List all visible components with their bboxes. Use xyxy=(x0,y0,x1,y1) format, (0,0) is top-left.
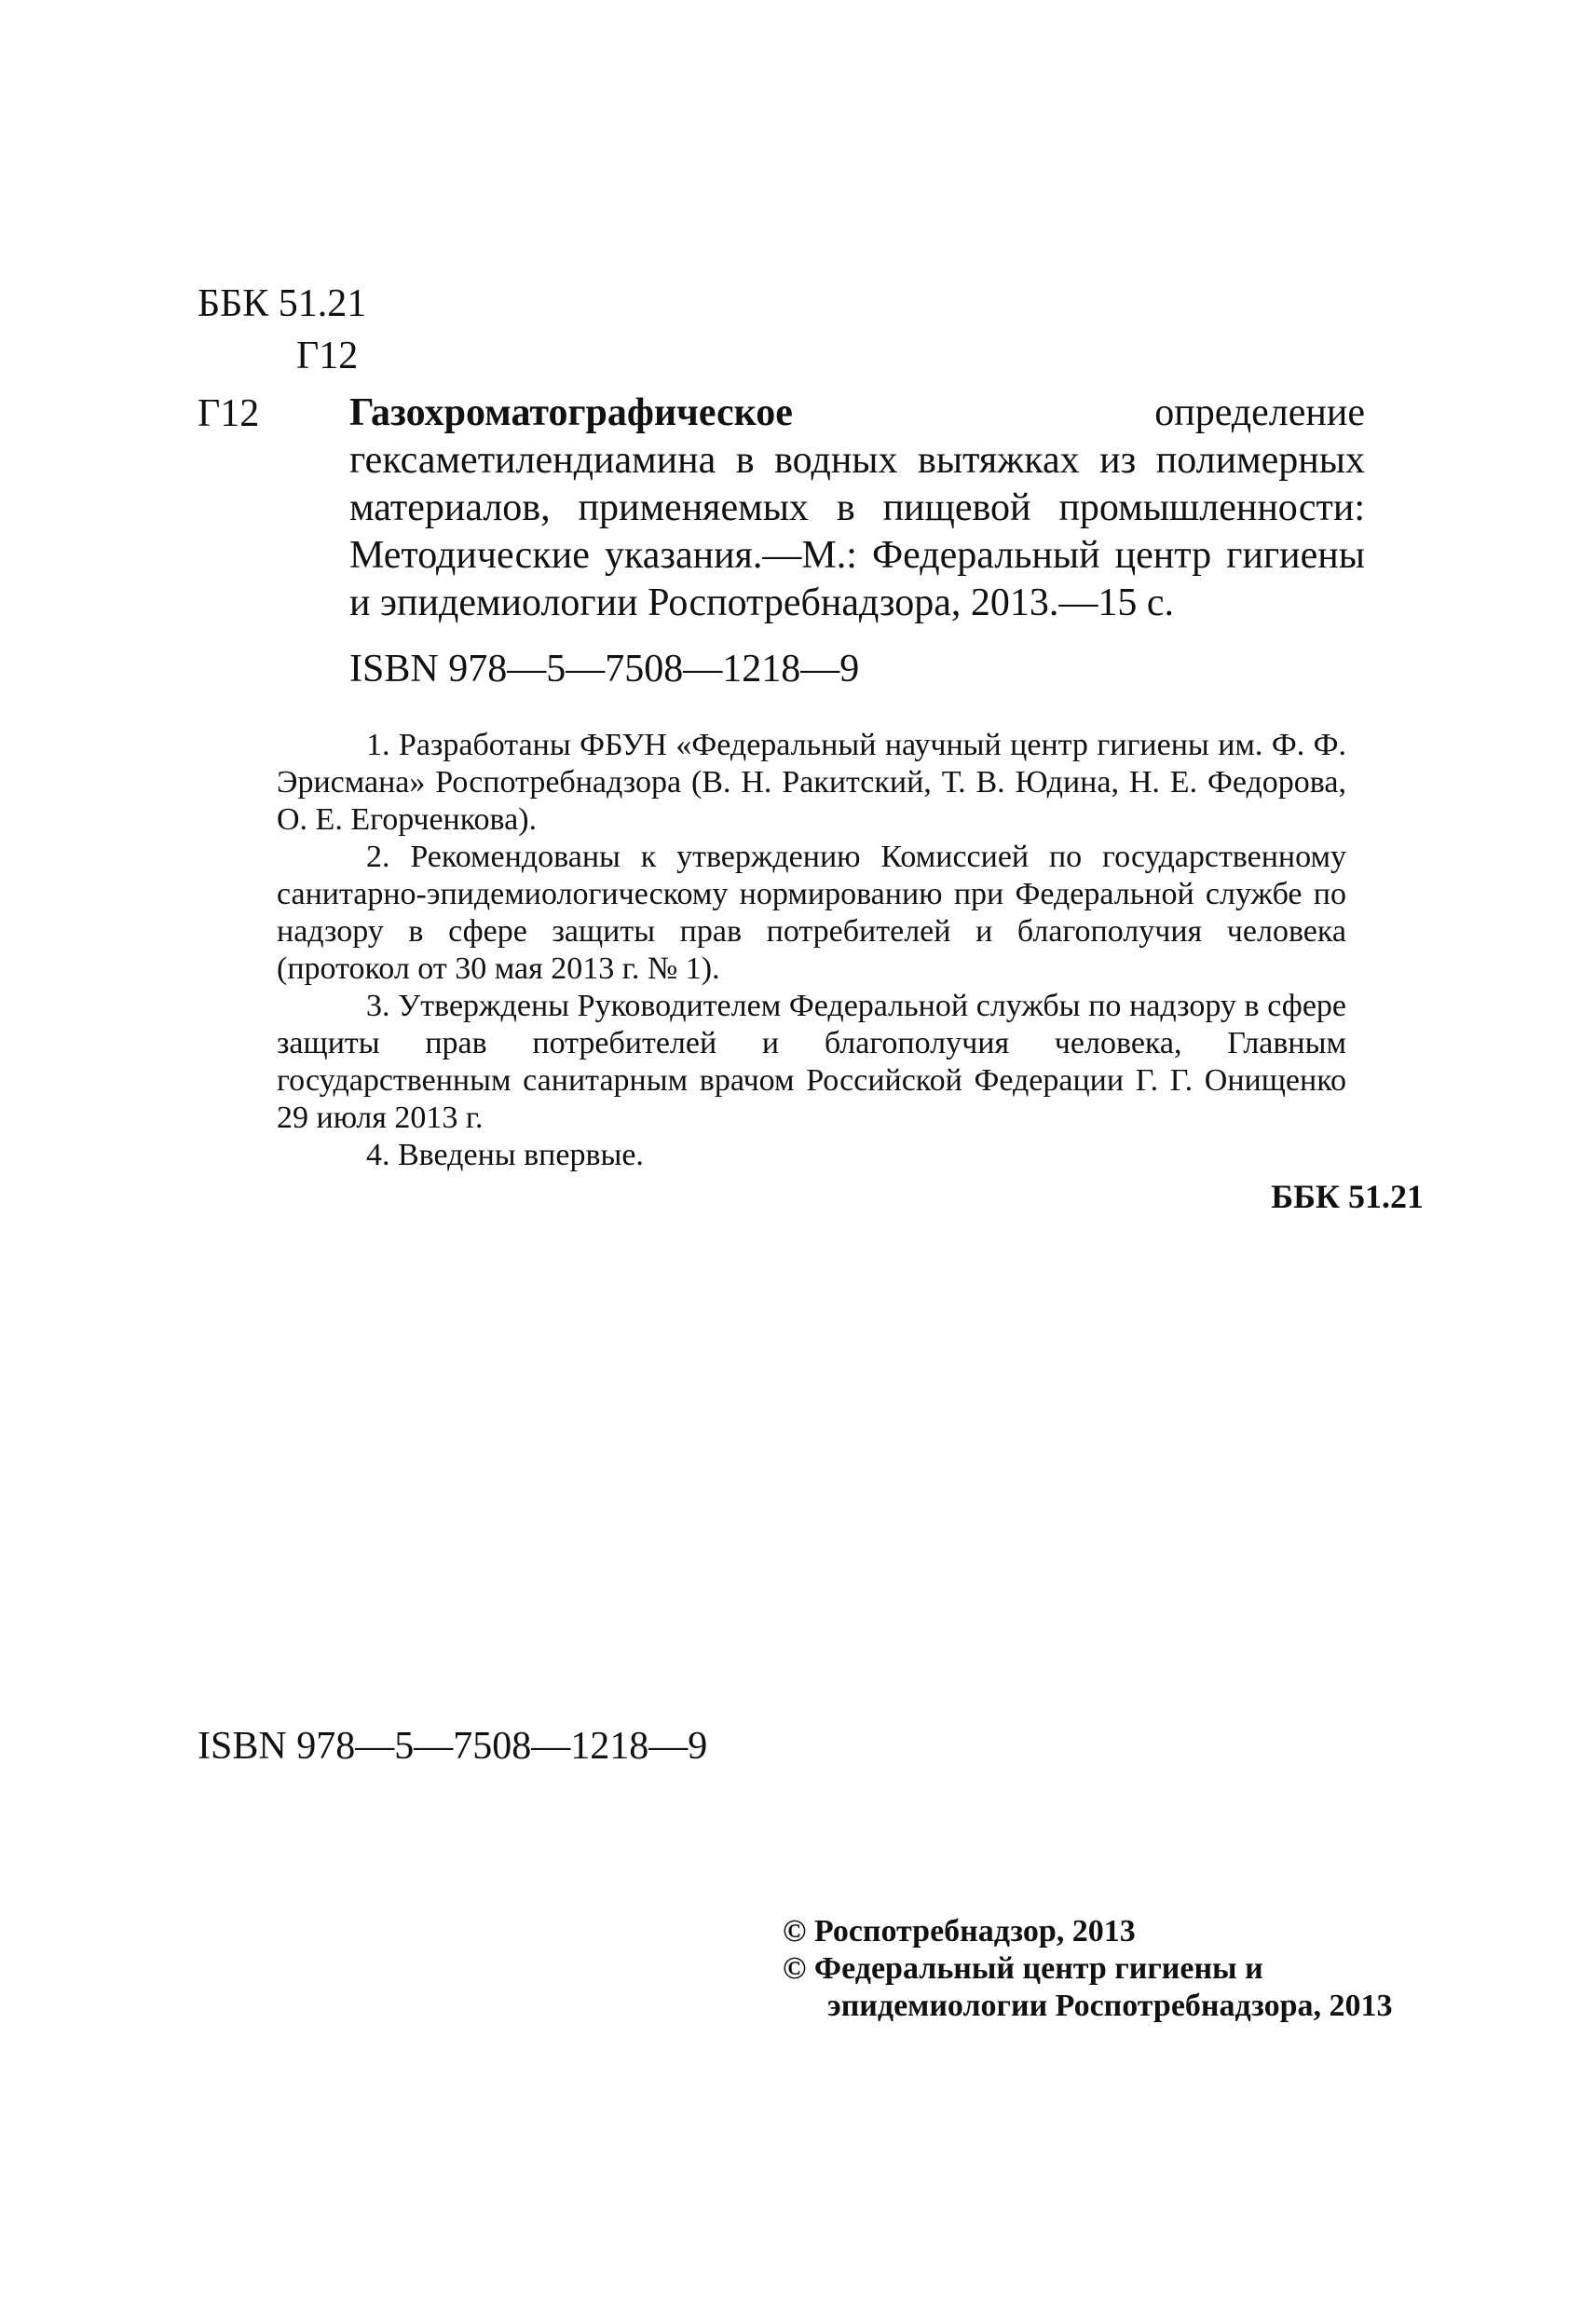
bbk-code-bottom: ББК 51.21 xyxy=(1271,1178,1424,1215)
bibliographic-title xyxy=(349,390,1365,627)
bbk-code-top: ББК 51.21 xyxy=(198,282,367,325)
note-item: 4. Введены впервые. xyxy=(366,1138,644,1172)
copyright-line: © Федеральный центр гигиены и xyxy=(783,1951,1263,1986)
isbn-bottom: ISBN 978—5—7508—1218—9 xyxy=(198,1725,708,1768)
note-item: 3. Утверждены Руководителем Федеральной службы по надзору в сфере защиты прав потребителей и благополучия человека, Главным государственным санитарным врачом Российской Федерации Г. Г. Онищенко 29 июля 2013 г. xyxy=(277,989,1346,1135)
title-lead-word: Газохроматографическое xyxy=(349,391,793,434)
title-rest: определение гексаметилендиамина в водных вытяжках из полимерных материалов, применяемых в пищевой промышленности: Методические указания.—М.: Федеральный центр гигиены и эпидемиологии Роспотребнадзора, 2013.—15 с. xyxy=(349,391,1365,624)
note-item: 2. Рекомендованы к утверждению Комиссией по государственному санитарно-эпидемиологическому нормированию при Федеральной службе по надзору в сфере защиты прав потребителей и благополучия человека (протокол от 30 мая 2013 г. № 1). xyxy=(277,840,1346,986)
copyright-block xyxy=(783,1913,1435,2025)
isbn-top: ISBN 978—5—7508—1218—9 xyxy=(349,648,860,691)
author-mark-side: Г12 xyxy=(198,392,260,435)
copyright-line: эпидемиологии Роспотребнадзора, 2013 xyxy=(827,1989,1393,2023)
author-mark-top: Г12 xyxy=(296,335,359,377)
development-notes xyxy=(277,727,1346,1174)
note-item: 1. Разработаны ФБУН «Федеральный научный центр гигиены им. Ф. Ф. Эрисмана» Роспотребнадзора (В. Н. Ракитский, Т. В. Юдина, Н. Е. Федорова, О. Е. Егорченкова). xyxy=(277,728,1346,837)
copyright-line: © Роспотребнадзор, 2013 xyxy=(783,1914,1136,1949)
